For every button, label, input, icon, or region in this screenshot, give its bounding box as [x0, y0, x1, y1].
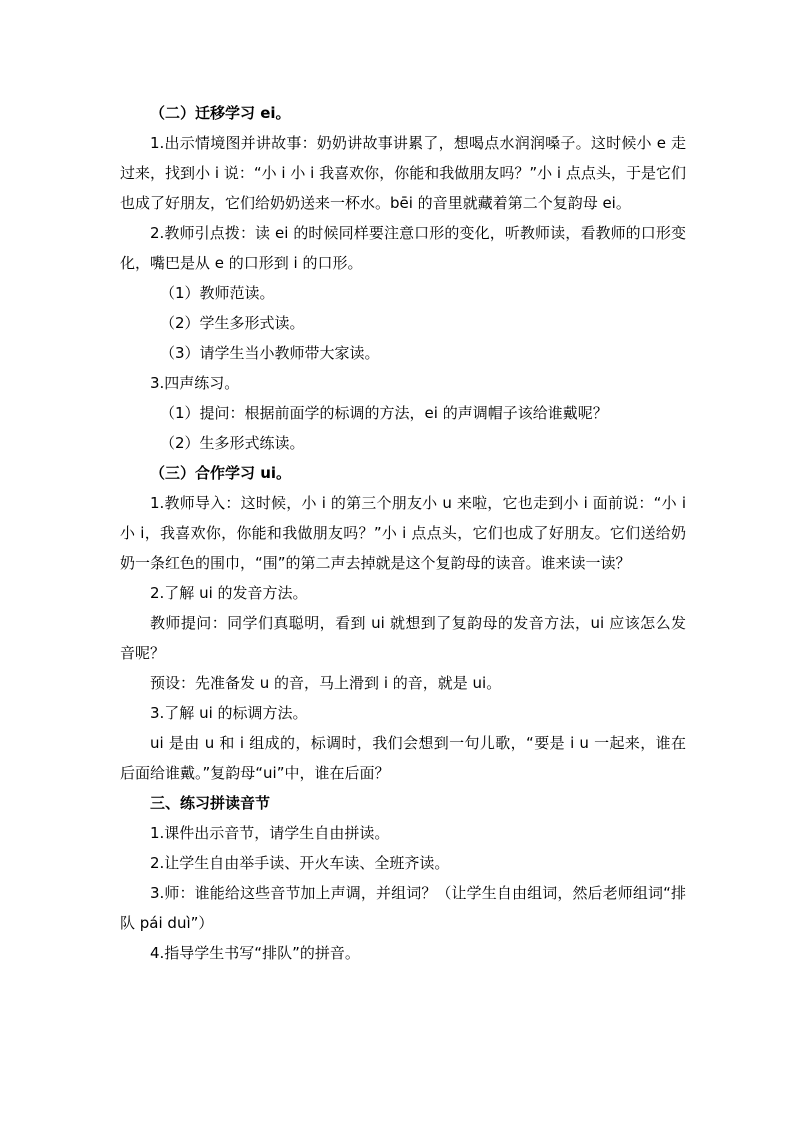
paragraph-practice-1: 1.课件出示音节，请学生自由拼读。: [150, 824, 390, 842]
paragraph-ui-tone: 3.了解 ui 的标调方法。: [150, 704, 308, 722]
paragraph-teacher-guide-ei: 2.教师引点拨：读 ei 的时候同样要注意口形的变化，听教师读，看教师的口形变化，嘴巴是从 e 的口形到 i 的口形。: [120, 224, 686, 272]
list-item: （2）学生多形式读。: [160, 314, 305, 332]
paragraph-ui-method: 2.了解 ui 的发音方法。: [150, 584, 308, 602]
paragraph-practice-3: 3.师：谁能给这些音节加上声调，并组词？（让学生自由组词，然后老师组词“排队 pái duì”）: [120, 884, 686, 932]
section-heading-ei: （二）迁移学习 ei。: [150, 104, 291, 122]
paragraph-practice-4: 4.指导学生书写“排队”的拼音。: [150, 944, 360, 962]
paragraph-teacher-question: 教师提问：同学们真聪明，看到 ui 就想到了复韵母的发音方法，ui 应该怎么发音呢？: [120, 614, 686, 662]
paragraph-preset: 预设：先准备发 u 的音，马上滑到 i 的音，就是 ui。: [150, 674, 502, 692]
paragraph-ui-rhyme: ui 是由 u 和 i 组成的，标调时，我们会想到一句儿歌，“要是 i u 一起来，谁在后面给谁戴。”复韵母“ui”中，谁在后面？: [120, 734, 686, 782]
paragraph-practice-2: 2.让学生自由举手读、开火车读、全班齐读。: [150, 854, 450, 872]
paragraph-intro-ui: 1.教师导入：这时候，小 i 的第三个朋友小 u 来啦，它也走到小 i 面前说：“小 i 小 i，我喜欢你，你能和我做朋友吗？”小 i 点点头，它们也成了好朋友。它们送给奶奶一条红色的围巾，“围”的第二声去掉就是这个复韵母的读音。谁来读一读？: [120, 494, 686, 572]
list-item: （1）教师范读。: [160, 284, 275, 302]
document-page: [120, 98, 686, 968]
list-item: （1）提问：根据前面学的标调的方法，ei 的声调帽子该给谁戴呢？: [160, 404, 608, 422]
section-heading-practice: 三、练习拼读音节: [150, 794, 271, 812]
paragraph-four-tones: 3.四声练习。: [150, 374, 240, 392]
paragraph-story-ei: 1.出示情境图并讲故事：奶奶讲故事讲累了，想喝点水润润嗓子。这时候小 e 走过来，找到小 i 说：“小 i 小 i 我喜欢你，你能和我做朋友吗？”小 i 点点头，于是它们也成了好朋友，它们给奶奶送来一杯水。bēi 的音里就藏着第二个复韵母 ei。: [120, 134, 686, 212]
list-item: （3）请学生当小教师带大家读。: [160, 344, 380, 362]
list-item: （2）生多形式练读。: [160, 434, 305, 452]
section-heading-ui: （三）合作学习 ui。: [150, 464, 292, 482]
